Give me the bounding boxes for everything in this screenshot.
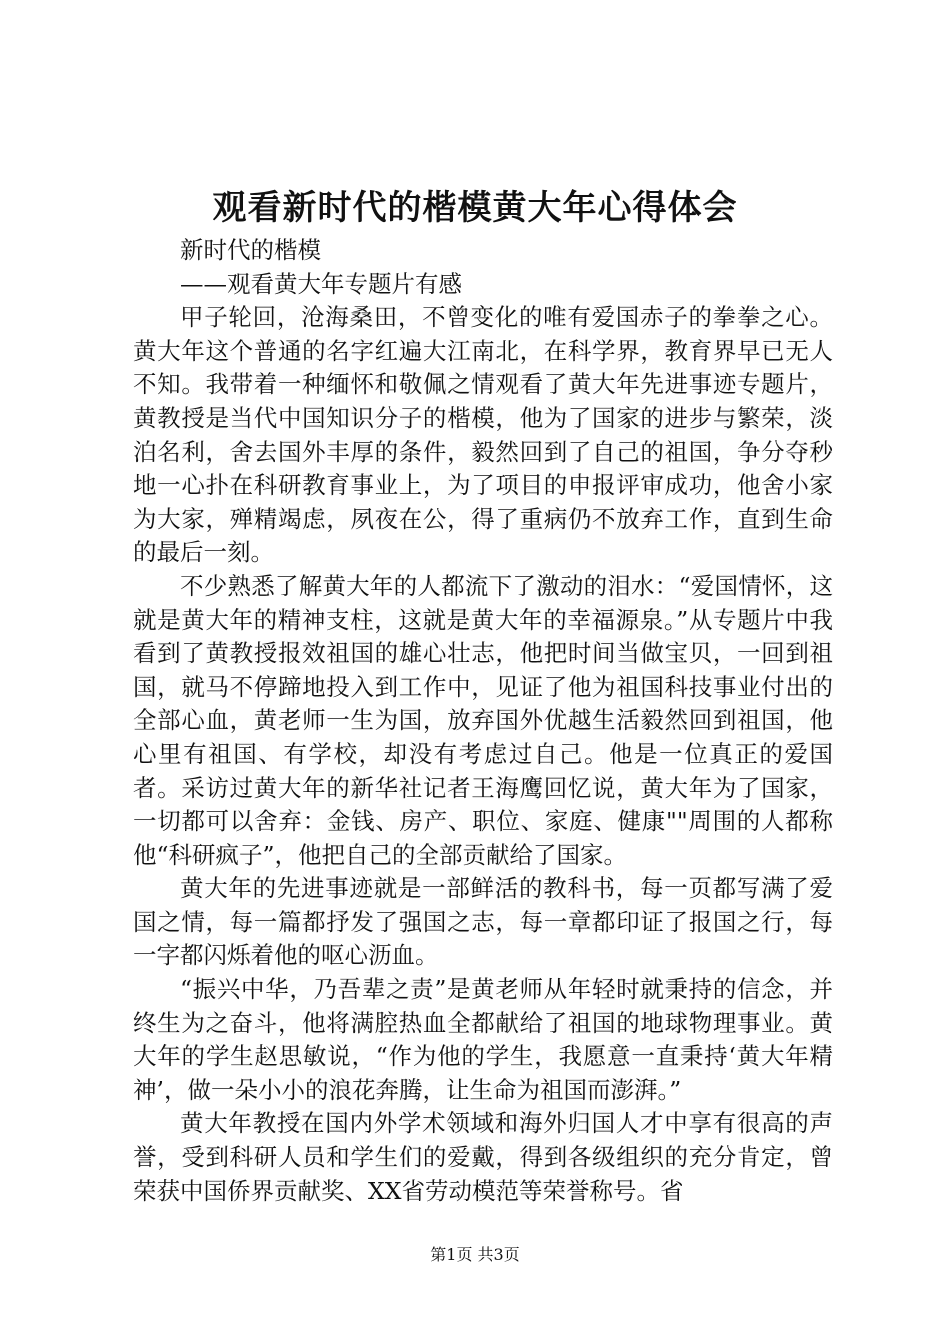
document-body (133, 234, 833, 1208)
body-paragraph: 黄大年教授在国内外学术领域和海外归国人才中享有很高的声誉，受到科研人员和学生们的爱戴，得到各级组织的充分肯定，曾荣获中国侨界贡献奖、XX省劳动模范等荣誉称号。省 (133, 1109, 833, 1205)
body-paragraph: 不少熟悉了解黄大年的人都流下了激动的泪水：“爱国情怀，这就是黄大年的精神支柱，这就是黄大年的幸福源泉。”从专题片中我看到了黄教授报效祖国的雄心壮志，他把时间当做宝贝，一回到祖国，就马不停蹄地投入到工作中，见证了他为祖国科技事业付出的全部心血，黄老师一生为国，放弃国外优越生活毅然回到祖国，他心里有祖国、有学校，却没有考虑过自己。他是一位真正的爱国者。采访过黄大年的新华社记者王海鹰回忆说，黄大年为了国家，一切都可以舍弃：金钱、房产、职位、家庭、健康""周围的人都称他“科研疯子”，他把自己的全部贡献给了国家。 (133, 571, 833, 869)
body-paragraph: “振兴中华，乃吾辈之责”是黄老师从年轻时就秉持的信念，并终生为之奋斗，他将满腔热血全都献给了祖国的地球物理事业。黄大年的学生赵思敏说，“作为他的学生，我愿意一直秉持‘黄大年精神’，做一朵小小的浪花奔腾，让生命为祖国而澎湃。” (133, 975, 833, 1104)
document-title: 观看新时代的楷模黄大年心得体会 (212, 188, 738, 228)
subtitle-line: ——观看黄大年专题片有感 (180, 269, 462, 298)
subtitle-line: 新时代的楷模 (180, 236, 321, 264)
body-paragraph: 黄大年的先进事迹就是一部鲜活的教科书，每一页都写满了爱国之情，每一篇都抒发了强国之志，每一章都印证了报国之行，每一字都闪烁着他的呕心沥血。 (133, 874, 833, 970)
page-number: 第1页 共3页 (430, 1245, 520, 1264)
body-paragraph: 甲子轮回，沧海桑田，不曾变化的唯有爱国赤子的拳拳之心。黄大年这个普通的名字红遍大江南北，在科学界，教育界早已无人不知。我带着一种缅怀和敬佩之情观看了黄大年先进事迹专题片，黄教授是当代中国知识分子的楷模，他为了国家的进步与繁荣，淡泊名利，舍去国外丰厚的条件，毅然回到了自己的祖国，争分夺秒地一心扑在科研教育事业上，为了项目的申报评审成功，他舍小家为大家，殚精竭虑，夙夜在公，得了重病仍不放弃工作，直到生命的最后一刻。 (133, 303, 833, 567)
